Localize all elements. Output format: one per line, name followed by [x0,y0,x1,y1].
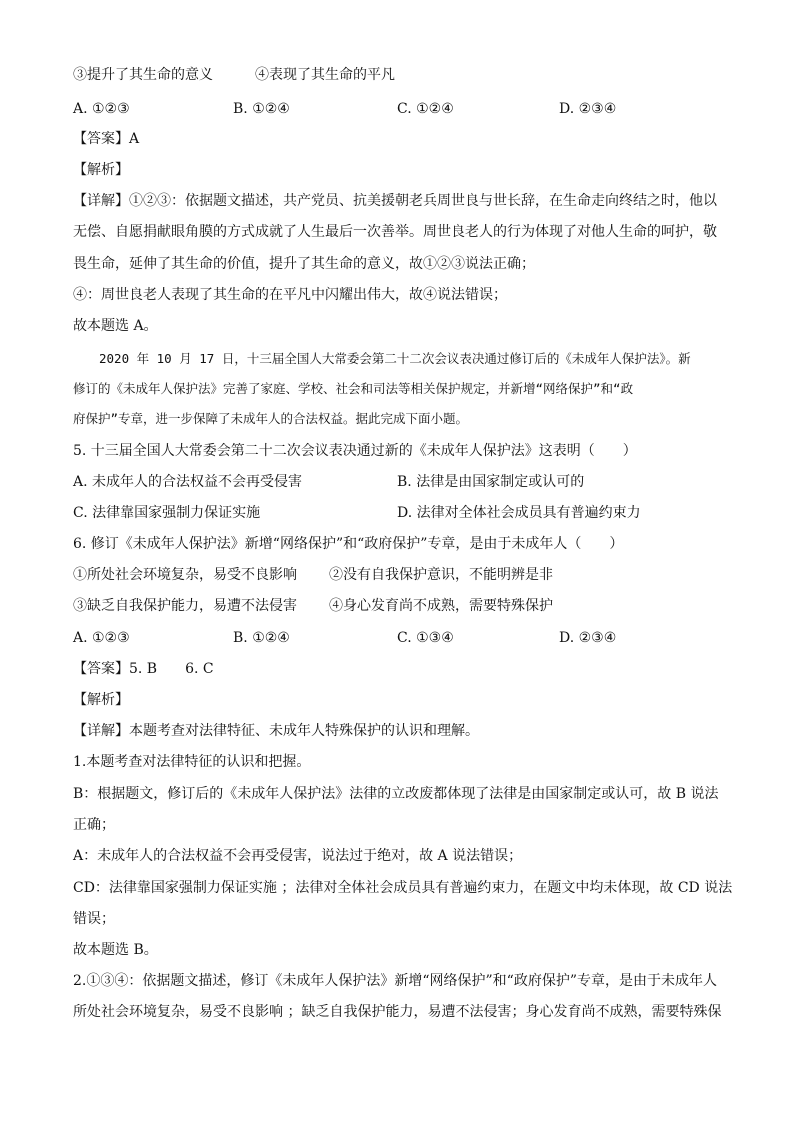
prev-detail-line-2: 无偿、自愿捐献眼角膜的方式成就了人生最后一次善举。周世良老人的行为体现了对他人生命的呵护，敬 [73,224,717,240]
prev-item-4: ④表现了其生命的平凡 [255,67,395,83]
detail-part1-b-line-2: 正确； [73,817,115,833]
detail-part1-cd-line-1: CD：法律靠国家强制力保证实施 ；法律对全体社会成员具有普遍约束力，在题文中均未体现，故 CD 说法 [73,880,733,896]
q6-option-b: B. ①②④ [233,630,290,646]
passage-line-2: 修订的《未成年人保护法》完善了家庭、学校、社会和司法等相关保护规定，并新增“网络保护”和“政 [73,381,634,396]
q6-option-a: A. ①②③ [73,630,130,646]
detail-part1-title: 1.本题考查对法律特征的认识和把握。 [73,754,311,770]
prev-option-b: B. ①②④ [233,101,290,117]
prev-answer: 【答案】A [73,131,140,147]
detail-part1-conclusion: 故本题选 B。 [73,942,158,958]
q6-option-c: C. ①③④ [397,630,454,646]
passage-line-3: 府保护”专章，进一步保障了未成年人的合法权益。据此完成下面小题。 [73,411,469,426]
prev-detail-line-3: 畏生命，延伸了其生命的价值，提升了其生命的意义，故①②③说法正确； [73,256,535,272]
detail-part1-a: A：未成年人的合法权益不会再受侵害，说法过于绝对，故 A 说法错误； [73,848,523,864]
prev-item-3: ③提升了其生命的意义 [73,67,213,83]
prev-conclusion: 故本题选 A。 [73,318,158,334]
q6-item-4: ④身心发育尚不成熟，需要特殊保护 [329,598,553,614]
q5-option-c: C. 法律靠国家强制力保证实施 [73,505,261,521]
q6-stem: 6. 修订《未成年人保护法》新增“网络保护”和“政府保护”专章，是由于未成年人（ ） [73,536,624,552]
prev-detail-4: ④：周世良老人表现了其生命的在平凡中闪耀出伟大，故④说法错误； [73,287,507,303]
prev-analysis-label: 【解析】 [73,162,129,178]
passage-line-1: 2020 年 10 月 17 日，十三届全国人大常委会第二十二次会议表决通过修订后的《未成年人保护法》。新 [99,351,691,366]
detail-part2-line-2: 所处社会环境复杂，易受不良影响 ；缺乏自我保护能力，易遭不法侵害；身心发育尚不成熟，需要特殊保 [73,1004,722,1020]
prev-option-a: A. ①②③ [73,101,130,117]
q6-item-1: ①所处社会环境复杂，易受不良影响 [73,567,297,583]
answer-5-6: 【答案】5. B 6. C [73,661,214,677]
q6-item-3: ③缺乏自我保护能力，易遭不法侵害 [73,598,297,614]
q5-option-d: D. 法律对全体社会成员具有普遍约束力 [397,505,641,521]
detail-part1-cd-line-2: 错误； [73,911,115,927]
q6-item-2: ②没有自我保护意识，不能明辨是非 [329,567,553,583]
q6-option-d: D. ②③④ [559,630,617,646]
detail-intro: 【详解】本题考查对法律特征、未成年人特殊保护的认识和理解。 [73,723,479,739]
prev-option-d: D. ②③④ [559,101,617,117]
prev-option-c: C. ①②④ [397,101,454,117]
detail-part1-b-line-1: B：根据题文，修订后的《未成年人保护法》法律的立改废都体现了法律是由国家制定或认可，故 B 说法 [73,786,719,802]
q5-option-b: B. 法律是由国家制定或认可的 [397,474,585,490]
detail-part2-line-1: 2.①③④：依据题文描述，修订《未成年人保护法》新增“网络保护”和“政府保护”专章，是由于未成年人 [73,973,717,989]
q5-stem: 5. 十三届全国人大常委会第二十二次会议表决通过新的《未成年人保护法》这表明（ ） [73,443,637,459]
analysis-label: 【解析】 [73,692,129,708]
q5-option-a: A. 未成年人的合法权益不会再受侵害 [73,474,303,490]
prev-detail-line-1: 【详解】①②③：依据题文描述，共产党员、抗美援朝老兵周世良与世长辞，在生命走向终结之时，他以 [73,193,717,209]
